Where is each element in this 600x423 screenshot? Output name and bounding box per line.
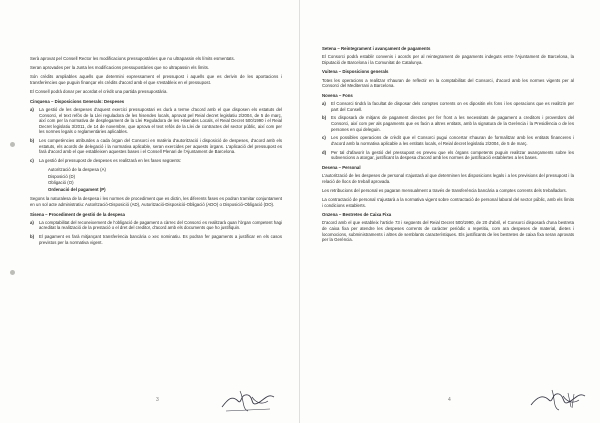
list-item (322, 101, 574, 112)
page-number: 3 (156, 397, 159, 403)
list-item-label: a) (30, 219, 34, 225)
list-item (322, 115, 574, 132)
left-page-text-column (30, 56, 282, 249)
list-item-label: b) (30, 234, 35, 240)
paragraph: La contractació de personal s'ajustarà a la normativa vigent sobre contractació de personal laboral del sector públic, amb els límits i condicions establerts. (322, 197, 574, 208)
list-item-text: Les possibles operacions de crèdit que el Consorci pugui concertar s'hauran de formalitzar amb les entitats financeres i d'acord amb la normativa aplicable a les entitats locals, el Reial decret legislatiu 2/2004, de 5 de març. (331, 135, 574, 146)
list-item-text: El pagament es farà mitjançant transferència bancària o xec nominatiu. Es podran fer pagaments a justificar en els casos previstos per la normativa vigent. (39, 234, 282, 245)
list-item (30, 107, 282, 135)
paragraph: D'acord amb el que estableix l'article 73 i següents del Reial Decret 500/1990, de 20 d'abril, el Consorci disposarà d'una bestreta de caixa fixa per atendre les despeses corrents de caràcter periòdic o repetitiu, com ara despeses de material, dietes i locomocions, subministraments i altres de semblants característiques. Els justificants de les bestretes de caixa fixa seran aprovats per la Gerència. (322, 220, 574, 243)
section-heading: Desena – Personal (322, 164, 361, 170)
list-item-text: Es disposarà de mitjans de pagament directes per fer front a les necessitats de pagament a creditors i proveïdors del Consorci, així com per als pagaments que es facin a altres entitats, amb la signatura de la Gerència i la Presidència o de les persones en qui deleguin. (331, 115, 574, 132)
punch-hole (10, 270, 15, 275)
section-heading: Cinquena – Disposicions Generals: Despeses (30, 98, 125, 104)
paragraph: Segons la naturalesa de la despesa i les normes de procediment que es dictin, les diferents fases es podran tramitar conjuntament en un sol acte administratiu: Autorització-Disposició (AD), Autorització-Disposició-Obligació (ADO) o Disposició-Obligació (DO). (30, 196, 282, 207)
paragraph: Serà aprovat pel Consell Rector les modificacions pressupostàries que no ultrapassin els límits esmentats. (30, 56, 235, 61)
section-heading: Sisena – Procediment de gestió de la despesa (30, 211, 125, 217)
phase-item: Ordenació del pagament (P) (48, 187, 106, 193)
list-item (30, 234, 282, 245)
list-item-label: a) (322, 100, 326, 106)
phases-list (48, 167, 282, 193)
paragraph: L'autorització de les despeses de personal s'ajustarà al que determinen les disposicions legals i a les previsions del pressupost i la relació de llocs de treball aprovada. (322, 173, 574, 184)
paragraph: Les retribucions del personal es pagaran mensualment a través de transferència bancària a comptes corrents dels treballadors. (322, 187, 567, 193)
list-item-text: Les competències atribuïdes a cada òrgan del Consorci en matèria d'autorització i disposició de despeses, d'acord amb els estatuts, els acords de delegació i la normativa aplicable, seran exercides per aquests òrgans. L'aplicació del pressupost es farà d'acord amb el que estableixen aquestes bases i el Consell Plenari de l'Ajuntament de Barcelona. (39, 138, 282, 155)
paragraph: Són crèdits ampliables aquells que determini expressament el pressupost i aquells que es derivin de les aportacions i transferències que puguin finançar els crèdits d'acord amb el que s'estableix en el pressupost. (30, 74, 282, 85)
right-page (300, 0, 600, 423)
signature-image (218, 385, 278, 415)
list-item (30, 220, 282, 231)
phase-item: Autorització de la despesa (A) (48, 166, 106, 172)
list-item-text: La gestió de les despeses d'aquest exercici pressupostari es durà a terme d'acord amb el que disposen els estatuts del Consorci, el text refós de la Llei reguladora de les hisendes locals, aprovat pel Reial decret legislatiu 2/2004, de 5 de març, així com per la normativa de desplegament de la Llei Reguladora de les Hisendes Locals, el Reial Decret 500/1990 i el Reial Decret legislatiu 3/2011, de 14 de novembre, que aprova el text refós de la Llei de contractes del sector públic, així com per les normes legals o reglamentàries aplicables. (39, 106, 282, 135)
list-item-text: Per tal d'afavorir la gestió del pressupost es preveu que els òrgans competents puguin realitzar avançaments sobre les subvencions a atorgar, justificant la despesa d'acord amb les normes de justificació establertes a les bases. (331, 149, 574, 161)
section-heading: Setena – Reintegrament i avançament de pagaments (322, 46, 431, 51)
list-item-text: El Consorci tindrà la facultat de disposar dels comptes corrents on es dipositin els fons i les operacions que es realitzin per part del Consell. (331, 100, 574, 112)
list-item (322, 150, 574, 161)
list-item-label: c) (30, 158, 34, 164)
list-item-label: b) (322, 115, 327, 121)
punch-hole (10, 142, 15, 147)
list-item (30, 138, 282, 155)
list-item-label: d) (322, 149, 327, 155)
signature-scribble (218, 385, 278, 415)
right-page-text-column (322, 42, 574, 246)
list-item-label: b) (30, 138, 35, 144)
signature-image (528, 385, 588, 415)
section-heading: Vuitena – Disposicions generals (322, 69, 389, 75)
section-heading: Onzena – Bestretes de Caixa Fixa (322, 212, 392, 218)
paragraph: Seran aprovades per la Junta les modificacions pressupostàries que no ultrapassin els límits. (30, 65, 210, 71)
paragraph: El Consorci podrà establir convenis i acords per al reintegrament de pagaments indeguts entre l'Ajuntament de Barcelona, la Diputació de Barcelona i la Comunitat de Catalunya. (322, 54, 574, 65)
list-item-label: c) (322, 135, 326, 141)
list-item-label: a) (30, 106, 34, 112)
list-item (322, 135, 574, 146)
signature-scribble (528, 385, 588, 415)
paragraph: El Consell podrà donar per acordat el crèdit una partida pressupostària. (30, 89, 168, 95)
section-heading: Novena – Fons (322, 92, 353, 98)
list-item (30, 158, 282, 164)
page-number: 4 (448, 397, 451, 403)
list-item-text: La gestió del pressupost de despeses es realitzarà en les fases següents: (39, 158, 182, 164)
paragraph: Totes les operacions a realitzar s'hauran de reflectir en la comptabilitat del Consorci, d'acord amb les normes vigents per al Consorci del Mediterrani a Barcelona. (322, 77, 574, 89)
phase-item: Obligació (O) (48, 180, 74, 186)
list-item-text: La comptabilitat del reconeixement de l'obligació de pagament a càrrec del Consorci es realitzarà quan l'òrgan competent hagi acreditat la realització de la prestació o el dret del creditor, d'acord amb els documents que ho justifiquin. (39, 219, 282, 231)
phase-item: Disposició (D) (48, 173, 76, 179)
